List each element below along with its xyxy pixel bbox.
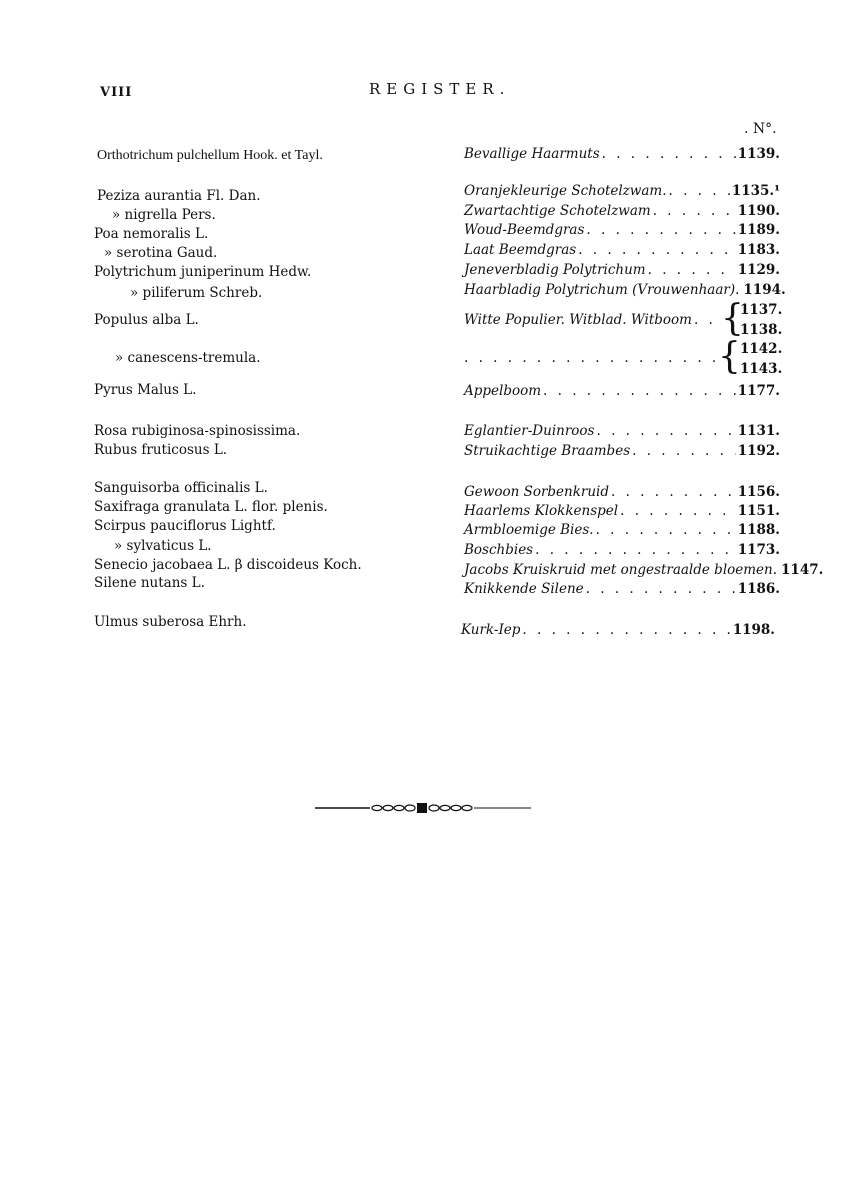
leader-dots xyxy=(620,503,736,519)
dutch-name: Haarbladig Polytrichum (Vrouwenhaar). xyxy=(464,282,740,298)
dutch-entry xyxy=(464,522,780,538)
leader-dots xyxy=(464,350,716,366)
dutch-entry xyxy=(464,423,780,439)
curly-brace: { xyxy=(721,298,744,339)
latin-name: Rubus fruticosus L. xyxy=(94,442,228,458)
dutch-name: Zwartachtige Schotelzwam xyxy=(464,203,651,219)
dutch-entry xyxy=(464,562,824,578)
entry-number: 1142. xyxy=(740,341,783,357)
dutch-entry xyxy=(464,262,780,278)
entry-number: 1143. xyxy=(740,361,783,377)
leader-dots xyxy=(602,146,736,162)
leader-dots xyxy=(522,622,730,638)
dutch-name: Witte Populier. Witblad. Witboom xyxy=(464,312,692,328)
latin-name: » serotina Gaud. xyxy=(104,245,218,261)
entry-number: 1192. xyxy=(737,443,780,459)
latin-name: » sylvaticus L. xyxy=(114,538,212,554)
dutch-entry xyxy=(464,542,780,558)
entry-number: 1173. xyxy=(737,542,780,558)
dutch-name: Struikachtige Braambes xyxy=(464,443,631,459)
dutch-name: Armbloemige Bies. xyxy=(464,522,594,538)
leader-dots xyxy=(535,542,736,558)
entry-number: 1147. xyxy=(781,562,824,578)
page-number: VIII xyxy=(100,85,133,100)
dutch-entry xyxy=(461,622,775,638)
leader-dots xyxy=(543,383,736,399)
dutch-entry xyxy=(464,242,780,258)
number-column-heading: . N°. xyxy=(744,121,777,137)
leader-dots xyxy=(586,581,736,597)
latin-name: Orthotrichum pulchellum Hook. et Tayl. xyxy=(97,148,323,163)
leader-dots xyxy=(611,484,736,500)
latin-name: Senecio jacobaea L. β discoideus Koch. xyxy=(94,557,362,573)
leader-dots xyxy=(669,183,730,199)
latin-name: Pyrus Malus L. xyxy=(94,382,197,398)
dutch-name: Eglantier-Duinroos xyxy=(464,423,595,439)
dutch-name: Haarlems Klokkenspel xyxy=(464,503,619,519)
latin-name: » nigrella Pers. xyxy=(112,207,216,223)
page-title: REGISTER. xyxy=(369,80,511,98)
entry-number: 1183. xyxy=(737,242,780,258)
dutch-name: Laat Beemdgras xyxy=(464,242,577,258)
entry-number: 1129. xyxy=(737,262,780,278)
dutch-name: Woud-Beemdgras xyxy=(464,222,585,238)
dutch-name: Jacobs Kruiskruid met ongestraalde bloemen. xyxy=(464,562,778,578)
latin-name: Saxifraga granulata L. flor. plenis. xyxy=(94,499,328,515)
dutch-name: Kurk-Iep xyxy=(461,622,521,638)
entry-number: 1177. xyxy=(737,383,780,399)
entry-number: 1156. xyxy=(737,484,780,500)
dutch-name: Appelboom xyxy=(464,383,542,399)
curly-brace: { xyxy=(718,336,741,377)
latin-name: » canescens-tremula. xyxy=(115,350,261,366)
leader-dots xyxy=(596,423,735,439)
dutch-entry xyxy=(464,203,780,219)
latin-name: Populus alba L. xyxy=(94,312,199,328)
dutch-entry xyxy=(464,312,718,328)
latin-name: Peziza aurantia Fl. Dan. xyxy=(97,188,261,204)
latin-name: Silene nutans L. xyxy=(94,575,205,591)
dutch-name: Gewoon Sorbenkruid xyxy=(464,484,610,500)
latin-name: Ulmus suberosa Ehrh. xyxy=(94,614,247,630)
dutch-entry xyxy=(464,581,780,597)
leader-dots xyxy=(578,242,736,258)
entry-number: 1151. xyxy=(737,503,780,519)
leader-dots xyxy=(632,443,736,459)
dutch-entry xyxy=(464,222,780,238)
dutch-name: Bevallige Haarmuts xyxy=(464,146,600,162)
dutch-entry xyxy=(464,183,780,199)
entry-number: 1131. xyxy=(737,423,780,439)
latin-name: Sanguisorba officinalis L. xyxy=(94,480,268,496)
dutch-entry xyxy=(464,503,780,519)
dutch-name: Knikkende Silene xyxy=(464,581,584,597)
dutch-name: Oranjekleurige Schotelzwam. xyxy=(464,183,667,199)
latin-name: » piliferum Schreb. xyxy=(130,285,263,301)
leader-dots xyxy=(653,203,736,219)
entry-number: 1194. xyxy=(743,282,786,298)
latin-name: Scirpus pauciflorus Lightf. xyxy=(94,518,276,534)
dutch-entry xyxy=(464,383,780,399)
dutch-entry xyxy=(464,146,780,162)
latin-name: Rosa rubiginosa-spinosissima. xyxy=(94,423,301,439)
leader-dots xyxy=(648,262,736,278)
entry-number: 1135.¹ xyxy=(731,183,780,199)
dutch-entry xyxy=(464,282,786,298)
leader-dots xyxy=(596,522,736,538)
entry-number: 1190. xyxy=(737,203,780,219)
entry-number: 1188. xyxy=(737,522,780,538)
dutch-name: Boschbies xyxy=(464,542,534,558)
entry-number: 1189. xyxy=(737,222,780,238)
dutch-name: Jeneverbladig Polytrichum xyxy=(464,262,646,278)
dutch-entry xyxy=(464,443,780,459)
ornamental-divider xyxy=(315,800,535,816)
entry-number: 1139. xyxy=(737,146,780,162)
latin-name: Poa nemoralis L. xyxy=(94,226,209,242)
entry-number: 1186. xyxy=(737,581,780,597)
dutch-entry xyxy=(464,350,718,366)
dutch-entry xyxy=(464,484,780,500)
latin-name: Polytrichum juniperinum Hedw. xyxy=(94,264,312,280)
entry-number: 1137. xyxy=(740,302,783,318)
leader-dots xyxy=(586,222,735,238)
entry-number: 1138. xyxy=(740,322,783,338)
entry-number: 1198. xyxy=(732,622,775,638)
leader-dots xyxy=(694,312,716,328)
